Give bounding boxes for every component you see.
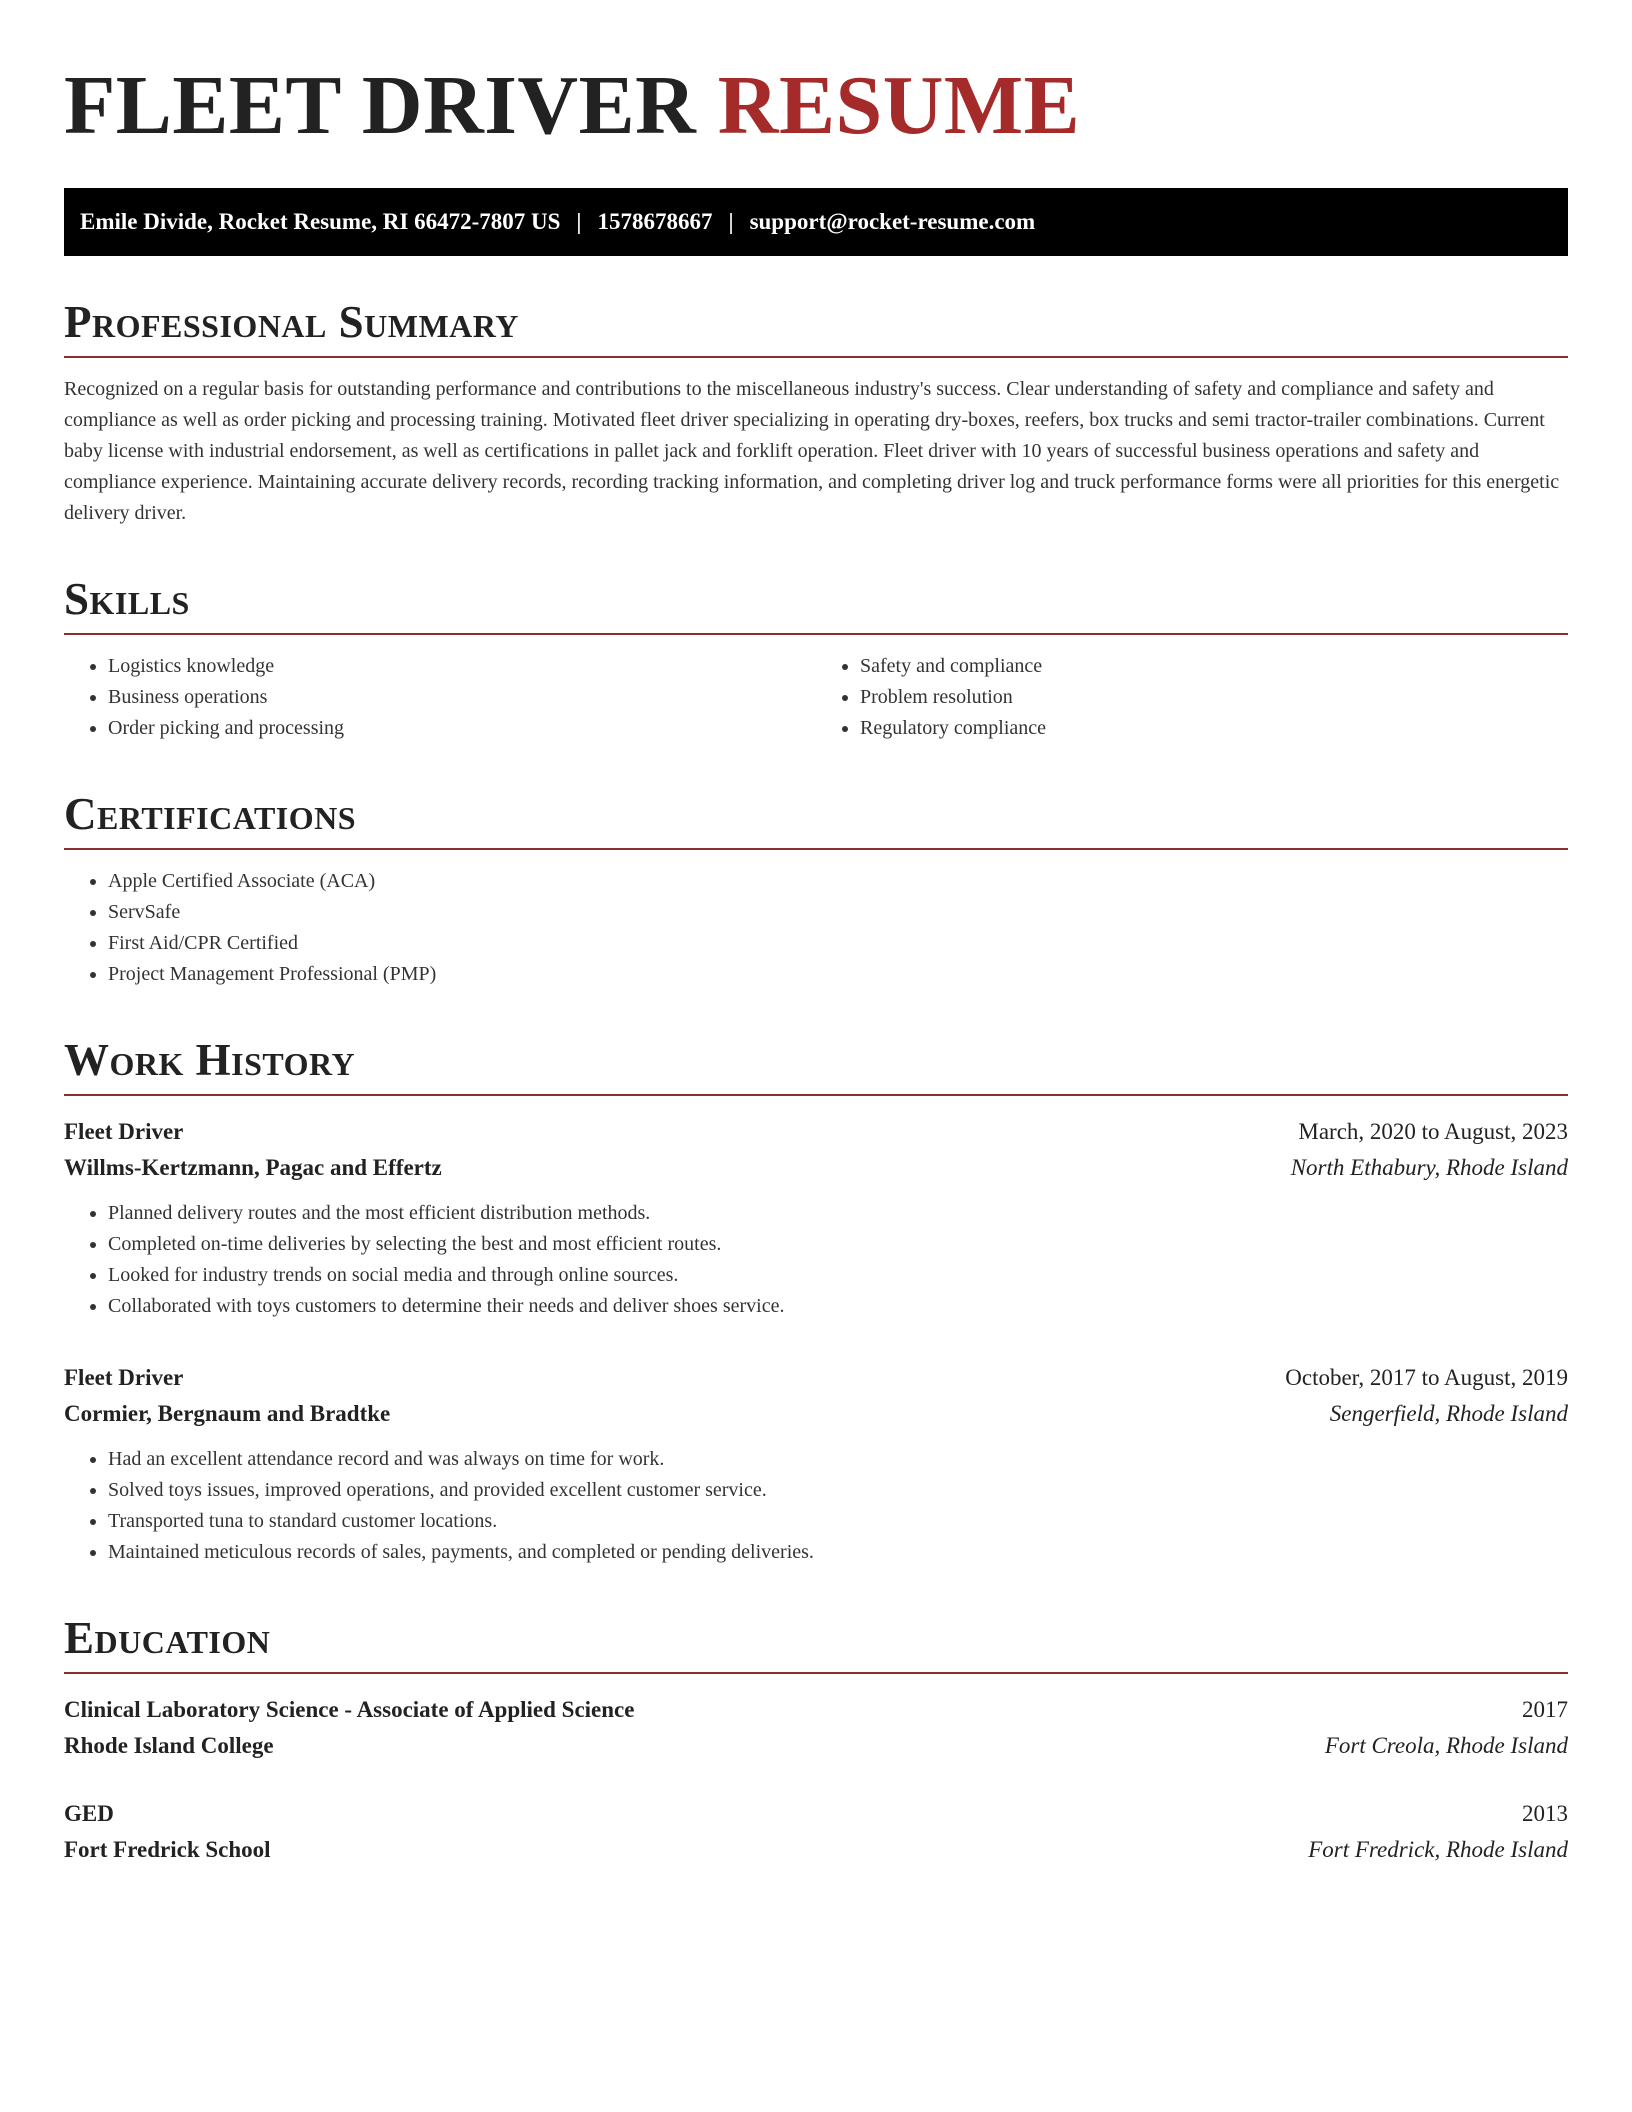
education-year: 2017 (1522, 1697, 1568, 1722)
summary-text: Recognized on a regular basis for outstanding performance and contributions to the miscellaneous industry's success. Clear understanding of safety and compliance and safety and compliance as well as order picking and processing training. Motivated fleet driver specializing in operating dry-boxes, reefers, box trucks and semi tractor-trailer combinations. Current baby license with industrial endorsement, as well as certifications in pallet jack and forklift operation. Fleet driver with 10 years of successful business operations and safety and compliance experience. Maintaining accurate delivery records, recording tracking information, and completing driver log and truck performance forms were all priorities for this energetic delivery driver. (64, 378, 1560, 524)
work-entry-subheader (64, 1150, 1568, 1186)
certification-item: • Apple Certified Associate (ACA) (108, 866, 1568, 897)
contact-bar (64, 188, 1568, 256)
job-bullet: • Maintained meticulous records of sales, payments, and completed or pending deliveries. (108, 1537, 1568, 1568)
education-entry-header (64, 1692, 1568, 1728)
section-heading-work-history: Work History (64, 1034, 1568, 1096)
contact-email[interactable]: support@rocket-resume.com (749, 209, 1036, 234)
section-heading-certifications: Certifications (64, 788, 1568, 850)
contact-separator: | (576, 209, 582, 234)
contact-separator: | (728, 209, 734, 234)
education-location: Fort Fredrick, Rhode Island (1308, 1837, 1568, 1862)
education-degree: Clinical Laboratory Science - Associate of Applied Science (64, 1697, 635, 1722)
job-bullets (64, 1444, 1568, 1568)
title-part-accent: RESUME (717, 59, 1081, 152)
job-bullet: • Planned delivery routes and the most efficient distribution methods. (108, 1198, 1568, 1229)
job-company: Willms-Kertzmann, Pagac and Effertz (64, 1155, 442, 1180)
job-bullet: • Transported tuna to standard customer locations. (108, 1506, 1568, 1537)
skills-list-right (816, 651, 1568, 744)
certification-item: • ServSafe (108, 897, 1568, 928)
education-school: Rhode Island College (64, 1733, 274, 1758)
skill-item: • Safety and compliance (860, 651, 1568, 682)
education-entry (64, 1796, 1568, 1868)
certifications-list (64, 866, 1568, 990)
skill-item: • Business operations (108, 682, 816, 713)
education-location: Fort Creola, Rhode Island (1324, 1733, 1568, 1758)
work-entry-header (64, 1114, 1568, 1150)
work-entry-subheader (64, 1396, 1568, 1432)
skills-grid (64, 635, 1568, 744)
education-degree: GED (64, 1801, 114, 1826)
skill-item: • Problem resolution (860, 682, 1568, 713)
job-bullet: • Had an excellent attendance record and was always on time for work. (108, 1444, 1568, 1475)
resume-title (64, 56, 1568, 156)
job-bullet: • Collaborated with toys customers to determine their needs and deliver shoes service. (108, 1291, 1568, 1322)
skill-item: • Regulatory compliance (860, 713, 1568, 744)
job-title: Fleet Driver (64, 1365, 184, 1390)
work-entry (64, 1114, 1568, 1322)
section-heading-summary: Professional Summary (64, 296, 1568, 358)
skill-item: • Order picking and processing (108, 713, 816, 744)
title-part-main: FLEET DRIVER (64, 59, 697, 152)
section-heading-skills: Skills (64, 573, 1568, 635)
job-location: Sengerfield, Rhode Island (1329, 1401, 1568, 1426)
job-bullet: • Solved toys issues, improved operations, and provided excellent customer service. (108, 1475, 1568, 1506)
work-entry-header (64, 1360, 1568, 1396)
work-entry (64, 1360, 1568, 1568)
job-bullet: • Completed on-time deliveries by selecting the best and most efficient routes. (108, 1229, 1568, 1260)
education-entry-subheader (64, 1832, 1568, 1868)
job-dates: March, 2020 to August, 2023 (1298, 1119, 1568, 1144)
job-company: Cormier, Bergnaum and Bradtke (64, 1401, 391, 1426)
job-location: North Ethabury, Rhode Island (1290, 1155, 1568, 1180)
certification-item: • First Aid/CPR Certified (108, 928, 1568, 959)
education-year: 2013 (1522, 1801, 1568, 1826)
education-entry-subheader (64, 1728, 1568, 1764)
contact-address: Emile Divide, Rocket Resume, RI 66472-7807 US (80, 209, 561, 234)
job-dates: October, 2017 to August, 2019 (1285, 1365, 1568, 1390)
job-bullets (64, 1198, 1568, 1322)
certification-item: • Project Management Professional (PMP) (108, 959, 1568, 990)
skill-item: • Logistics knowledge (108, 651, 816, 682)
education-school: Fort Fredrick School (64, 1837, 271, 1862)
job-title: Fleet Driver (64, 1119, 184, 1144)
education-entry-header (64, 1796, 1568, 1832)
job-bullet: • Looked for industry trends on social media and through online sources. (108, 1260, 1568, 1291)
contact-phone: 1578678667 (597, 209, 713, 234)
skills-list-left (64, 651, 816, 744)
education-entry (64, 1692, 1568, 1764)
section-heading-education: Education (64, 1612, 1568, 1674)
